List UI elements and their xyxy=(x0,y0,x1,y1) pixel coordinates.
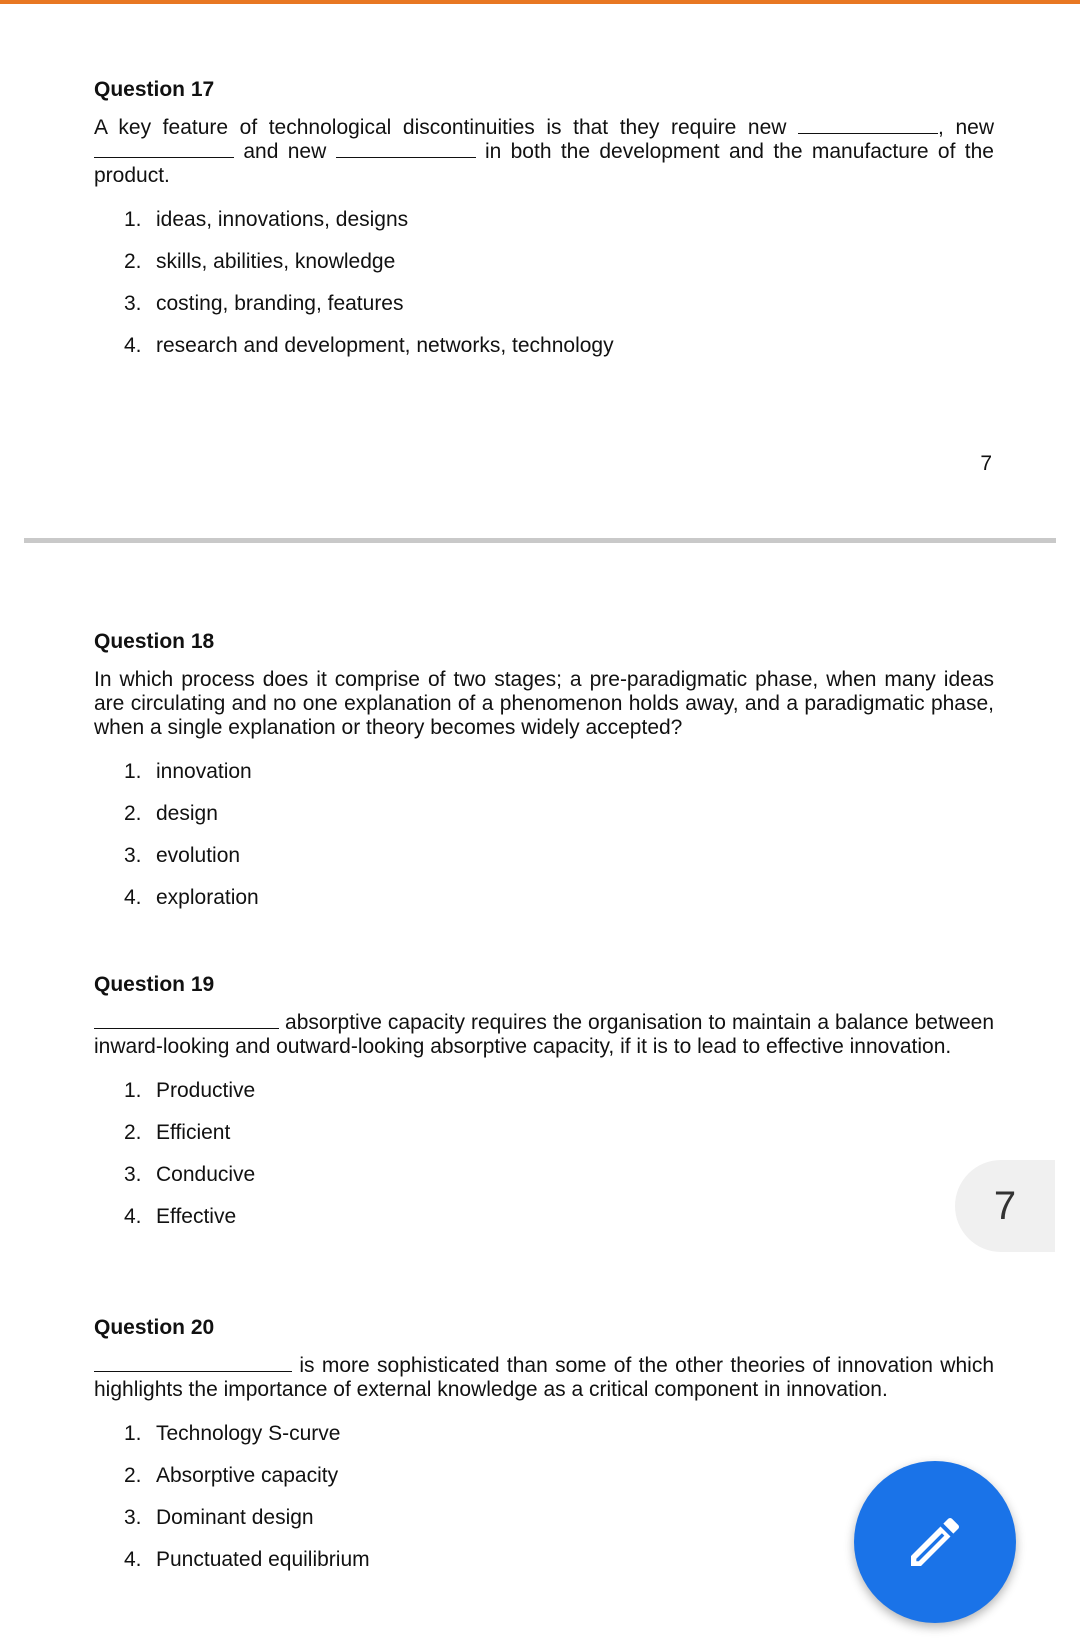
options-list xyxy=(94,208,994,376)
page-indicator-badge[interactable]: 7 xyxy=(955,1160,1055,1252)
option-item: 3. evolution xyxy=(124,844,241,867)
option-item: 1. ideas, innovations, designs xyxy=(124,208,409,231)
option-item: 4. Effective xyxy=(124,1205,237,1228)
option-item: 3. costing, branding, features xyxy=(124,292,404,315)
question-text: In which process does it comprise of two stages; a pre-paradigmatic phase, when many ideas are circulating and no one explanation of a phenomenon holds away, and a paradigmatic phase, when a single explanation or theory becomes widely accepted? xyxy=(94,668,994,739)
page-separator xyxy=(24,538,1056,543)
options-list xyxy=(94,1079,994,1247)
options-list xyxy=(94,760,994,928)
question-text: A key feature of technological discontinuities is that they require new , new and new in both the development and the manufacture of the product. xyxy=(94,116,994,187)
blank xyxy=(798,119,938,134)
question-title: Question 18 xyxy=(94,630,215,653)
question-17 xyxy=(94,78,994,376)
option-item: 1. Productive xyxy=(124,1079,256,1102)
page-footer-number: 7 xyxy=(980,452,992,475)
question-title: Question 20 xyxy=(94,1316,215,1339)
question-19 xyxy=(94,973,994,1247)
option-item: 3. Dominant design xyxy=(124,1506,314,1529)
option-item: 1. Technology S-curve xyxy=(124,1422,341,1445)
blank xyxy=(336,143,476,158)
option-item: 2. design xyxy=(124,802,218,825)
edit-fab-button[interactable] xyxy=(854,1461,1016,1623)
document-page-1 xyxy=(0,0,1080,540)
blank xyxy=(94,143,234,158)
question-text: absorptive capacity requires the organisation to maintain a balance between inward-looking and outward-looking absorptive capacity, if it is to lead to effective innovation. xyxy=(94,1011,994,1058)
pencil-icon xyxy=(903,1510,967,1574)
blank xyxy=(94,1357,292,1372)
option-item: 2. Absorptive capacity xyxy=(124,1464,339,1487)
question-18 xyxy=(94,630,994,928)
question-title: Question 19 xyxy=(94,973,215,996)
option-item: 2. skills, abilities, knowledge xyxy=(124,250,396,273)
option-item: 2. Efficient xyxy=(124,1121,231,1144)
question-title: Question 17 xyxy=(94,78,215,101)
question-text: is more sophisticated than some of the other theories of innovation which highlights the importance of external knowledge as a critical component in innovation. xyxy=(94,1354,995,1401)
option-item: 1. innovation xyxy=(124,760,252,783)
blank xyxy=(94,1014,279,1029)
option-item: 4. exploration xyxy=(124,886,259,909)
option-item: 4. research and development, networks, technology xyxy=(124,334,614,357)
option-item: 3. Conducive xyxy=(124,1163,256,1186)
option-item: 4. Punctuated equilibrium xyxy=(124,1548,370,1571)
